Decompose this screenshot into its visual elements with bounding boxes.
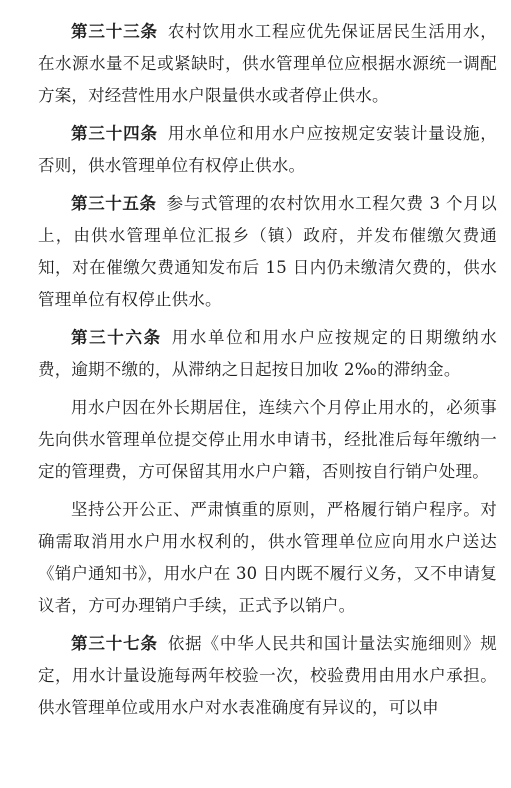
article-number: 第三十三条 — [71, 22, 158, 41]
article-number: 第三十五条 — [71, 194, 157, 213]
paragraph-article-34 — [38, 118, 497, 182]
article-number: 第三十六条 — [71, 328, 162, 347]
paragraph-text: 用水单位和用水户应按规定的日期缴纳水费，逾期不缴的，从滞纳之日起按日加收 2‰的滞纳金。 — [38, 328, 497, 379]
article-number: 第三十七条 — [71, 634, 158, 653]
paragraph-text: 用水户因在外长期居住，连续六个月停止用水的，必须事先向供水管理单位提交停止用水申请书，经批准后每年缴纳一定的管理费，方可保留其用水户户籍，否则按自行销户处理。 — [38, 398, 497, 481]
paragraph-article-33 — [38, 16, 497, 112]
paragraph-text: 参与式管理的农村饮用水工程欠费 3 个月以上，由供水管理单位汇报乡（镇）政府，并发布催缴欠费通知，对在催缴欠费通知发布后 15 日内仍未缴清欠费的，供水管理单位有权停止供水。 — [38, 194, 498, 309]
paragraph-article-36 — [38, 322, 497, 386]
paragraph-article-37 — [38, 628, 497, 724]
paragraph-article-35 — [38, 188, 497, 316]
paragraph-text: 依据《中华人民共和国计量法实施细则》规定，用水计量设施每两年校验一次，校验费用由用水户承担。供水管理单位或用水户对水表准确度有异议的，可以申 — [38, 634, 497, 717]
article-number: 第三十四条 — [71, 124, 158, 143]
paragraph-account-suspension — [38, 392, 497, 488]
paragraph-account-cancellation — [38, 494, 497, 622]
paragraph-text: 坚持公开公正、严肃慎重的原则，严格履行销户程序。对确需取消用水户用水权利的，供水管理单位应向用水户送达《销户通知书》，用水户在 30 日内既不履行义务，又不申请复议者，方可办理销户手续，正式予以销户。 — [38, 500, 497, 615]
paragraph-text: 用水单位和用水户应按规定安装计量设施，否则，供水管理单位有权停止供水。 — [38, 124, 497, 175]
paragraph-text: 农村饮用水工程应优先保证居民生活用水，在水源水量不足或紧缺时，供水管理单位应根据水源统一调配方案，对经营性用水户限量供水或者停止供水。 — [38, 22, 497, 105]
